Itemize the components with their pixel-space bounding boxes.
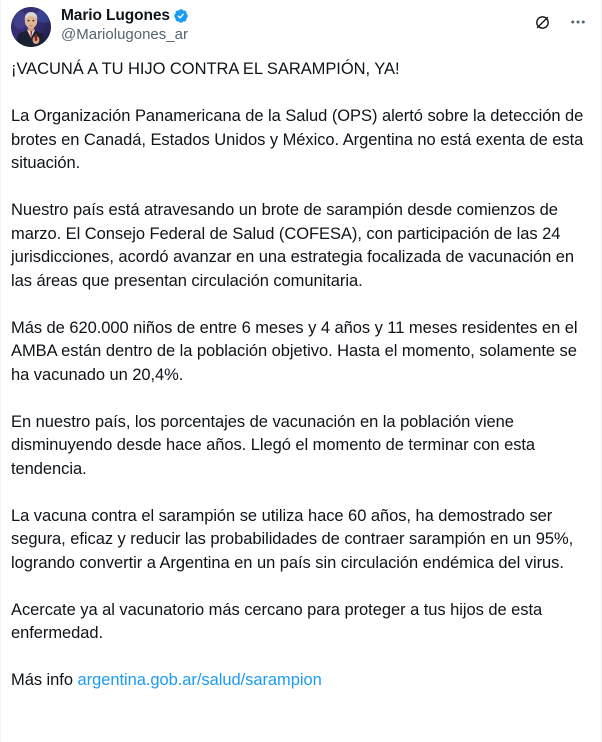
tweet-paragraph-headline: ¡VACUNÁ A TU HIJO CONTRA EL SARAMPIÓN, YA! <box>11 60 400 78</box>
tweet-paragraph-5: La vacuna contra el sarampión se utiliza hace 60 años, ha demostrado ser segura, eficaz y reducir las probabilidades de contraer sarampión en un 95%, logrando convertir a Argentina en un país sin circulación endémica del virus. <box>11 506 578 572</box>
more-info-line <box>11 669 591 693</box>
author-handle[interactable]: @Mariolugones_ar <box>61 26 188 43</box>
display-name: Mario Lugones <box>61 7 170 24</box>
tweet-paragraph-1: La Organización Panamericana de la Salud (OPS) alertó sobre la detección de brotes en Canadá, Estados Unidos y México. Argentina no está exenta de esta situación. <box>11 107 588 172</box>
tweet-text-body <box>1 58 601 693</box>
tweet-paragraph-6: Acercate ya al vacunatorio más cercano para proteger a tus hijos de esta enfermedad. <box>11 600 547 642</box>
author-identity <box>61 7 189 45</box>
tweet-paragraph-4: En nuestro país, los porcentajes de vacunación en la población viene disminuyendo desde hace años. Llegó el momento de terminar con esta tendencia. <box>11 412 540 478</box>
avatar[interactable] <box>11 7 51 47</box>
more-options-icon[interactable] <box>565 9 591 35</box>
verified-badge-icon <box>173 8 189 24</box>
author-name-row[interactable] <box>61 7 189 24</box>
header-actions <box>529 7 591 35</box>
more-info-prefix: Más info <box>11 671 78 689</box>
sarampion-info-link[interactable]: argentina.gob.ar/salud/sarampion <box>77 671 322 689</box>
grok-icon[interactable] <box>529 9 555 35</box>
tweet-paragraph-2: Nuestro país está atravesando un brote de sarampión desde comienzos de marzo. El Consejo Federal de Salud (COFESA), con participación de las 24 jurisdicciones, acordó avanzar en una estrategia focalizada de vacunación en las áreas que presentan circulación comunitaria. <box>11 201 579 290</box>
tweet-paragraph-3: Más de 620.000 niños de entre 6 meses y 4 años y 11 meses residentes en el AMBA están dentro de la población objetivo. Hasta el momento, solamente se ha vacunado un 20,4%. <box>11 318 582 384</box>
tweet-header <box>1 0 601 48</box>
